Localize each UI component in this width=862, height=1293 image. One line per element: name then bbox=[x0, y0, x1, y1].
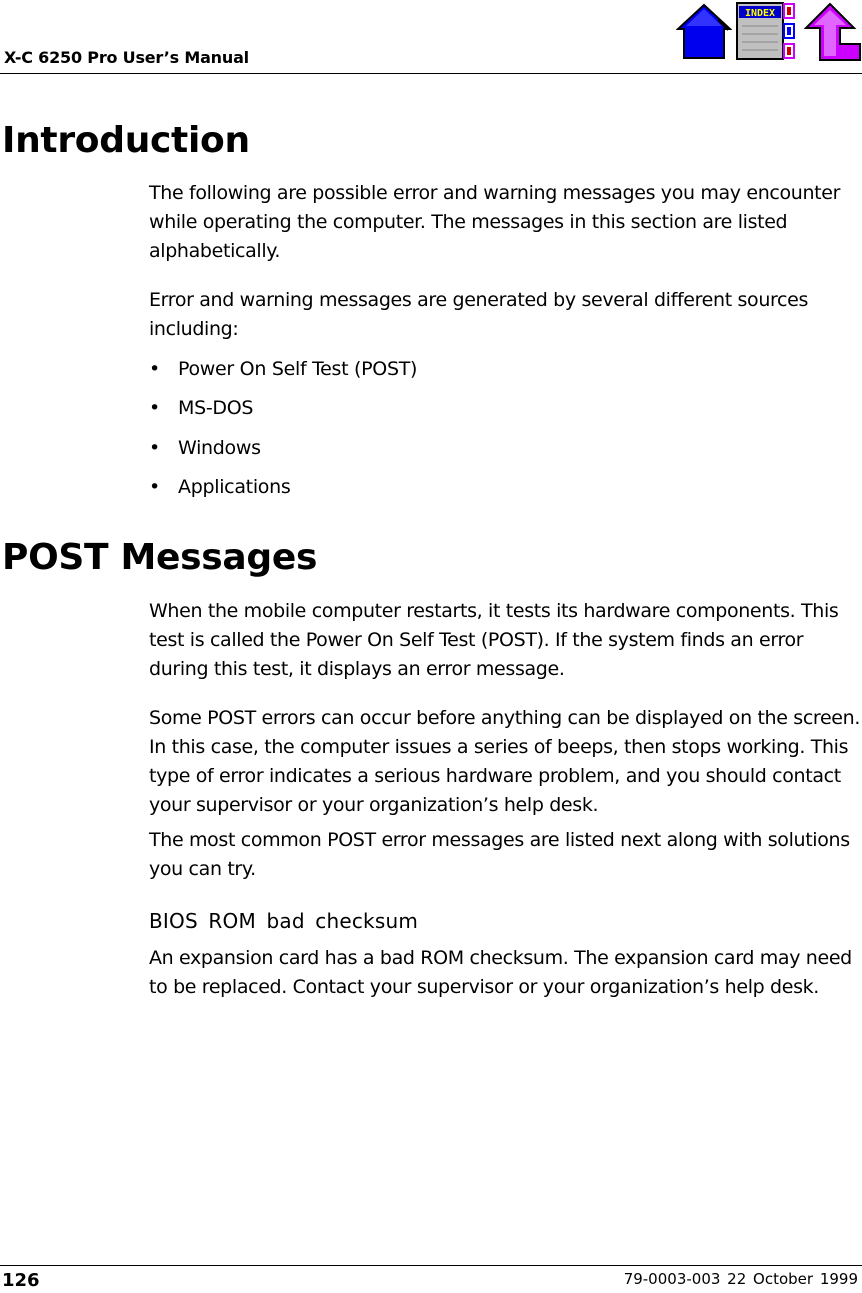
list-item: • Applications bbox=[149, 475, 291, 498]
home-icon bbox=[676, 2, 732, 60]
up-arrow-icon bbox=[802, 2, 862, 62]
document-info: 79-0003-003 22 October 1999 bbox=[623, 1270, 858, 1288]
post-paragraph-3: The most common POST error messages are listed next along with solutions you can try. bbox=[149, 829, 850, 880]
list-item: • Windows bbox=[149, 436, 261, 459]
introduction-heading: Introduction bbox=[2, 120, 250, 161]
manual-title: X-C 6250 Pro User’s Manual bbox=[4, 48, 249, 67]
post-paragraph-2: Some POST errors can occur before anything can be displayed on the screen. In this case, the computer issues a series of beeps, then stops working. This type of error indicates a serious hardware problem, and you should contact your supervisor or your organization’s help desk. bbox=[149, 707, 861, 816]
footer-divider bbox=[0, 1265, 862, 1266]
page-number: 126 bbox=[2, 1270, 40, 1291]
list-item-text: Power On Self Test (POST) bbox=[178, 358, 418, 380]
index-button[interactable] bbox=[736, 2, 796, 62]
header-divider bbox=[0, 73, 862, 74]
post-paragraph-1: When the mobile computer restarts, it tests its hardware components. This test is called the Power On Self Test (POST). If the system finds an error during this test, it displays an error message. bbox=[149, 600, 839, 680]
intro-paragraph-1: The following are possible error and warning messages you may encounter while operating the computer. The messages in this section are listed alphabetically. bbox=[149, 182, 841, 262]
home-button[interactable] bbox=[676, 2, 732, 60]
list-item-text: Applications bbox=[178, 475, 291, 498]
list-item-text: Windows bbox=[178, 436, 261, 459]
error-message-title: BIOS ROM bad checksum bbox=[149, 909, 419, 933]
intro-paragraph-2: Error and warning messages are generated by several different sources including: bbox=[149, 289, 809, 340]
index-icon bbox=[736, 2, 796, 62]
list-item-text: MS-DOS bbox=[178, 397, 254, 420]
list-item: • Power On Self Test (POST) bbox=[149, 358, 418, 380]
sources-list bbox=[149, 355, 417, 512]
index-icon-label: INDEX bbox=[744, 8, 776, 19]
post-messages-heading: POST Messages bbox=[2, 537, 318, 578]
error-message-description: An expansion card has a bad ROM checksum. The expansion card may need to be replaced. Contact your supervisor or your organization’s help desk. bbox=[149, 947, 852, 998]
list-item: • MS-DOS bbox=[149, 397, 254, 420]
page-header bbox=[0, 0, 862, 75]
up-button[interactable] bbox=[802, 2, 862, 62]
